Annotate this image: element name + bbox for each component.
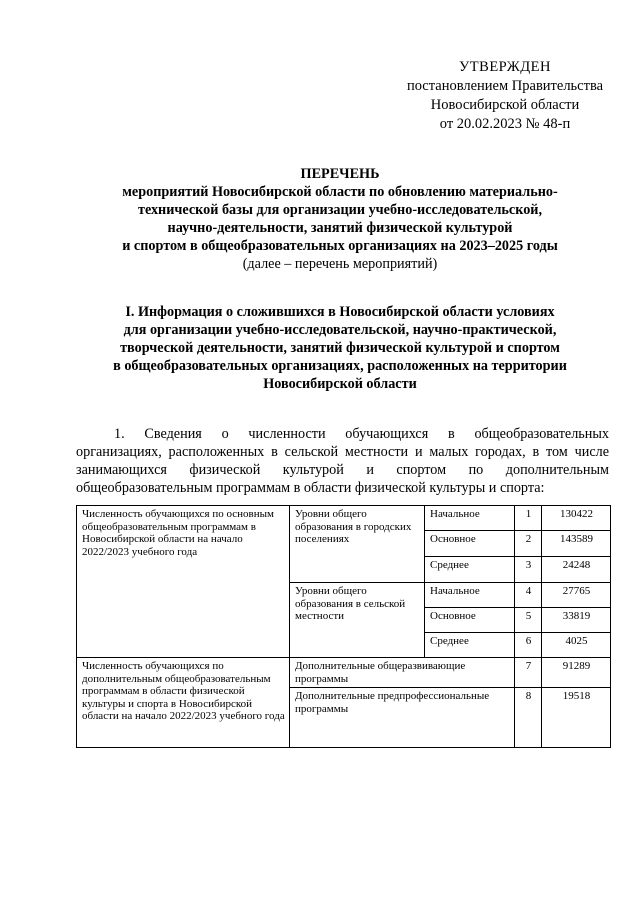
value-cell: 27765 — [542, 583, 611, 608]
row-number-cell: 8 — [515, 688, 542, 748]
value-cell: 4025 — [542, 633, 611, 658]
row-number-cell: 1 — [515, 506, 542, 531]
urban-label-cell: Уровни общего образования в городских поселениях — [290, 506, 425, 583]
level-cell: Среднее — [425, 557, 515, 583]
row-number-cell: 3 — [515, 557, 542, 583]
approval-stamp — [400, 58, 610, 134]
row-number-cell: 2 — [515, 531, 542, 557]
value-cell: 24248 — [542, 557, 611, 583]
group1-label-cell: Численность обучающихся по основным общеобразовательным программам в Новосибирской области на начало 2022/2023 учебного года — [77, 506, 290, 658]
group2-label-cell: Численность обучающихся по дополнительным общеобразовательным программам в области физической культуры и спорта в Новосибирской области на начало 2022/2023 учебного года — [77, 658, 290, 748]
value-cell: 91289 — [542, 658, 611, 688]
level-cell: Основное — [425, 531, 515, 557]
level-cell: Начальное — [425, 583, 515, 608]
rural-label-cell: Уровни общего образования в сельской местности — [290, 583, 425, 658]
approval-line: постановлением Правительства — [406, 78, 604, 94]
paragraph-line: общеобразовательным программам в области физической культуры и спорта: — [76, 480, 545, 496]
title-note: (далее – перечень мероприятий) — [242, 256, 438, 272]
value-cell: 143589 — [542, 531, 611, 557]
section-line: для организации учебно-исследовательской, научно-практической, — [123, 322, 557, 338]
approval-date-number: от 20.02.2023 № 48-п — [439, 116, 571, 132]
paragraph-line: организациях, расположенных в сельской местности и малых городах, в том числе — [76, 444, 609, 460]
level-cell: Основное — [425, 608, 515, 633]
level-cell: Среднее — [425, 633, 515, 658]
statistics-table — [76, 505, 611, 748]
section-line: I. Информация о сложившихся в Новосибирской области условиях — [125, 304, 555, 320]
level-cell: Начальное — [425, 506, 515, 531]
approval-heading: УТВЕРЖДЕН — [459, 59, 551, 75]
row-number-cell: 5 — [515, 608, 542, 633]
row-number-cell: 7 — [515, 658, 542, 688]
table-row — [77, 506, 611, 531]
approval-line: Новосибирской области — [430, 97, 580, 113]
section-line: в общеобразовательных организациях, расположенных на территории — [113, 358, 567, 374]
title-line: мероприятий Новосибирской области по обновлению материально- — [122, 184, 558, 200]
title-heading: ПЕРЕЧЕНЬ — [300, 166, 380, 182]
program-label-cell: Дополнительные общеразвивающие программы — [290, 658, 515, 688]
body-paragraph — [76, 425, 609, 497]
program-label-cell: Дополнительные предпрофессиональные программы — [290, 688, 515, 748]
section-line: Новосибирской области — [263, 376, 417, 392]
value-cell: 33819 — [542, 608, 611, 633]
value-cell: 19518 — [542, 688, 611, 748]
title-line: и спортом в общеобразовательных организациях на 2023–2025 годы — [122, 238, 558, 254]
paragraph-line: 1. Сведения о численности обучающихся в общеобразовательных — [114, 426, 609, 442]
row-number-cell: 6 — [515, 633, 542, 658]
row-number-cell: 4 — [515, 583, 542, 608]
section-line: творческой деятельности, занятий физической культурой и спортом — [120, 340, 560, 356]
value-cell: 130422 — [542, 506, 611, 531]
title-line: технической базы для организации учебно-исследовательской, — [137, 202, 543, 218]
paragraph-line: занимающихся физической культурой и спортом по дополнительным — [76, 462, 609, 478]
document-title — [60, 165, 620, 273]
section-heading — [60, 303, 620, 393]
title-line: научно-деятельности, занятий физической культурой — [167, 220, 513, 236]
table-row — [77, 658, 611, 688]
